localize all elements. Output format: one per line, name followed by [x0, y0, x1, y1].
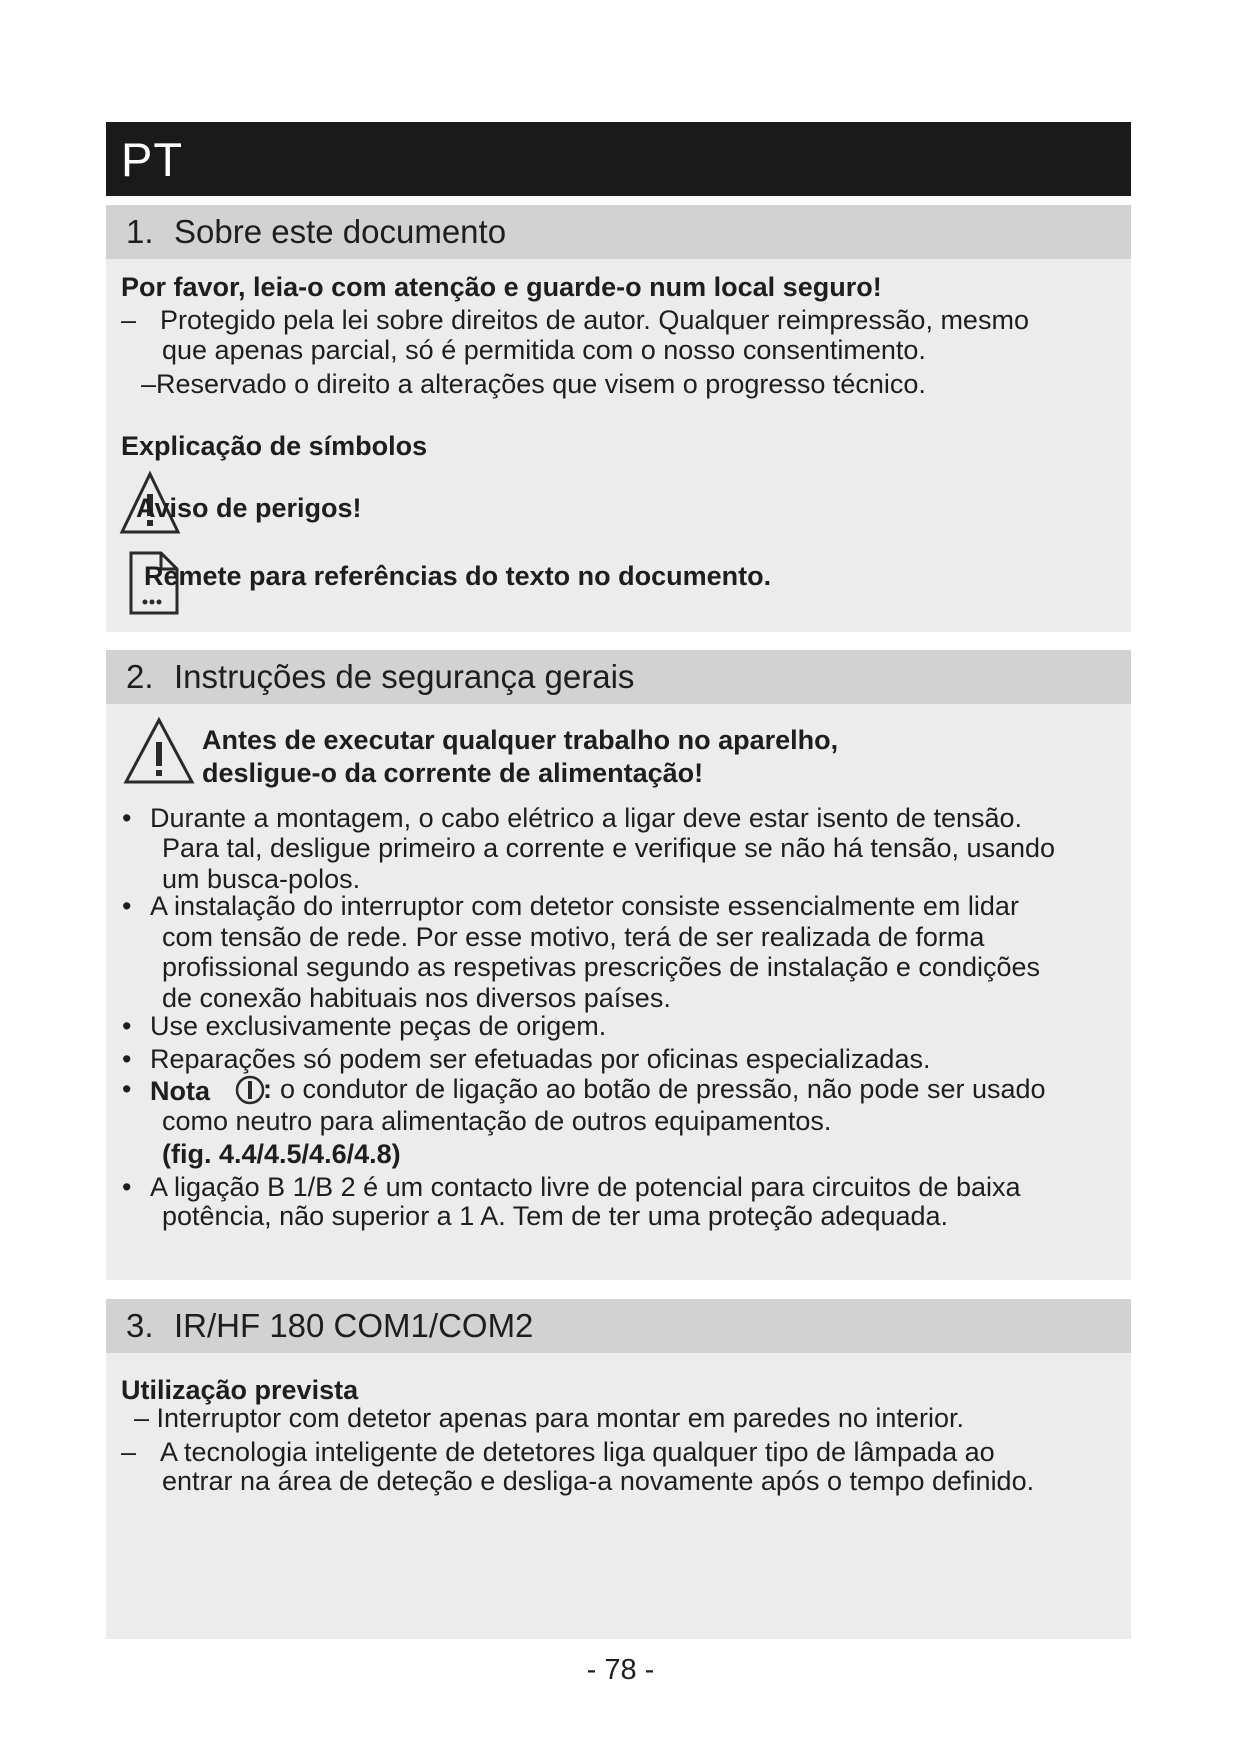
warning-line2: desligue-o da corrente de alimentação!: [202, 758, 704, 788]
section-number: 1.: [126, 213, 154, 250]
bullet3-text: Use exclusivamente peças de origem.: [150, 1011, 607, 1041]
note-label: Nota: [150, 1076, 210, 1106]
section-about-document: [106, 205, 1131, 632]
section-title: Instruções de segurança gerais: [174, 658, 635, 695]
intended-use-line1: – Interruptor com detetor apenas para montar em paredes no interior.: [134, 1403, 964, 1433]
bullet5-line1: o condutor de ligação ao botão de pressão, não pode ser usado: [280, 1074, 1046, 1104]
copyright-text-line2: que apenas parcial, só é permitida com o nosso consentimento.: [162, 335, 926, 365]
copyright-text-line1: Protegido pela lei sobre direitos de autor. Qualquer reimpressão, mesmo: [160, 305, 1029, 335]
bullet-marker: •: [122, 803, 132, 833]
bullet-marker: •: [122, 1011, 132, 1041]
warning-line1: Antes de executar qualquer trabalho no aparelho,: [202, 725, 839, 755]
bullet-marker: •: [122, 891, 132, 921]
intended-use-line2: A tecnologia inteligente de detetores liga qualquer tipo de lâmpada ao: [160, 1437, 995, 1467]
bullet2-line3: profissional segundo as respetivas prescrições de instalação e condições: [162, 952, 1041, 982]
dash-marker: –: [121, 305, 137, 335]
dash-marker: –: [121, 1437, 137, 1467]
section-heading: [106, 650, 1131, 704]
bullet-marker: •: [122, 1044, 132, 1074]
warning-triangle-icon: [124, 718, 194, 784]
intended-use-heading: Utilização prevista: [121, 1375, 359, 1405]
section-heading: [106, 205, 1131, 259]
symbol-warning-label: Aviso de perigos!: [136, 493, 362, 523]
symbol-reference-label: Remete para referências do texto no documento.: [144, 561, 772, 591]
bullet-marker: •: [122, 1074, 132, 1104]
intended-use-line3: entrar na área de deteção e desliga-a novamente após o tempo definido.: [162, 1466, 1035, 1496]
bullet2-line2: com tensão de rede. Por esse motivo, terá de ser realizada de forma: [162, 922, 985, 952]
section-safety-instructions: [106, 650, 1131, 1280]
page-number: - 78 -: [586, 1654, 655, 1686]
language-code: PT: [121, 133, 184, 186]
section-number: 3.: [126, 1307, 154, 1344]
bullet1-line2: Para tal, desligue primeiro a corrente e verifique se não há tensão, usando: [162, 833, 1056, 863]
bullet4-text: Reparações só podem ser efetuadas por oficinas especializadas.: [150, 1044, 931, 1074]
bullet1-line1: Durante a montagem, o cabo elétrico a ligar deve estar isento de tensão.: [150, 803, 1023, 833]
symbols-heading: Explicação de símbolos: [121, 431, 428, 461]
section-product: [106, 1299, 1131, 1639]
language-header-bar: [106, 122, 1131, 196]
bullet6-line1: A ligação B 1/B 2 é um contacto livre de potencial para circuitos de baixa: [150, 1172, 1021, 1202]
section-number: 2.: [126, 658, 154, 695]
figure-reference: (fig. 4.4/4.5/4.6/4.8): [162, 1139, 401, 1169]
bullet2-line4: de conexão habituais nos diversos países.: [162, 983, 671, 1013]
reserved-text: –Reservado o direito a alterações que visem o progresso técnico.: [141, 369, 926, 399]
bullet6-line2: potência, não superior a 1 A. Tem de ter uma proteção adequada.: [162, 1201, 949, 1231]
section-heading: [106, 1299, 1131, 1353]
bullet1-line3: um busca-polos.: [162, 864, 361, 894]
intro-text: Por favor, leia-o com atenção e guarde-o num local seguro!: [121, 272, 882, 302]
push-button-icon: [234, 1074, 266, 1106]
bullet5-line2: como neutro para alimentação de outros equipamentos.: [162, 1106, 832, 1136]
bullet2-line1: A instalação do interruptor com detetor consiste essencialmente em lidar: [150, 891, 1019, 921]
section-title: IR/HF 180 COM1/COM2: [174, 1307, 534, 1344]
note-colon: :: [263, 1074, 272, 1104]
bullet-marker: •: [122, 1172, 132, 1202]
section-title: Sobre este documento: [174, 213, 507, 250]
